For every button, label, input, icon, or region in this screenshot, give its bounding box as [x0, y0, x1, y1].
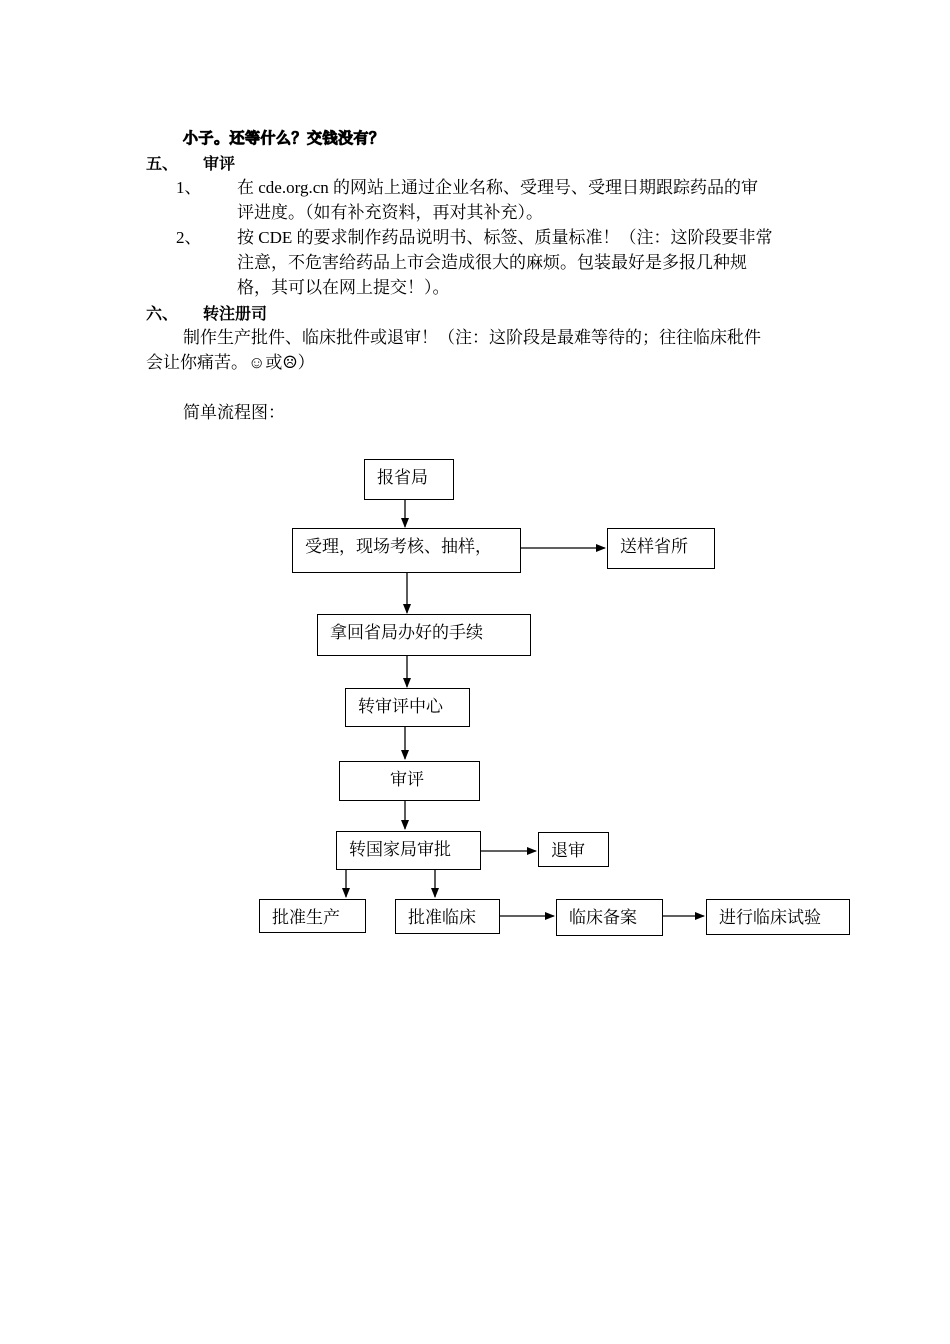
node-approve-clinical: 批准临床: [395, 899, 500, 934]
section5-title: 审评: [203, 154, 236, 173]
node-approve-production: 批准生产: [259, 899, 366, 933]
section6-number: 六、: [146, 304, 179, 323]
item1-line1: 在 cde.org.cn 的网站上通过企业名称、受理号、受理日期跟踪药品的审: [237, 178, 758, 197]
section6-para-line1: 制作生产批件、临床批件或退审！（注：这阶段是最难等待的；往往临床秕件: [183, 328, 761, 347]
node-review-center: 转审评中心: [345, 688, 470, 727]
item1-line2: 评进度。（如有补充资料，再对其补充）。: [237, 203, 543, 222]
node-national-approval: 转国家局审批: [336, 831, 481, 870]
item2-line2: 注意，不危害给药品上市会造成很大的麻烦。包装最好是多报几种规: [237, 253, 747, 272]
item2-line1: 按 CDE 的要求制作药品说明书、标签、质量标准！（注：这阶段要非常: [237, 228, 773, 247]
node-review: 审评: [339, 761, 480, 801]
item2-line3: 格，其可以在网上提交！）。: [237, 278, 450, 297]
section6-title: 转注册司: [203, 304, 268, 323]
node-clinical-filing: 临床备案: [556, 899, 663, 936]
section5-number: 五、: [146, 154, 179, 173]
item2-number: 2、: [176, 228, 202, 247]
node-send-sample: 送样省所: [607, 528, 715, 569]
section6-para-line2: 会让你痛苦。☺或☹）: [146, 353, 315, 372]
node-reject: 退审: [538, 832, 609, 867]
item1-number: 1、: [176, 178, 202, 197]
node-take-back: 拿回省局办好的手续: [317, 614, 531, 656]
flow-caption: 简单流程图：: [183, 403, 285, 422]
node-report-bureau: 报省局: [364, 459, 454, 500]
intro-line: 小子。还等什么？交钱没有？: [183, 129, 385, 147]
node-acceptance: 受理，现场考核、抽样，: [292, 528, 521, 573]
node-clinical-trial: 进行临床试验: [706, 899, 850, 935]
